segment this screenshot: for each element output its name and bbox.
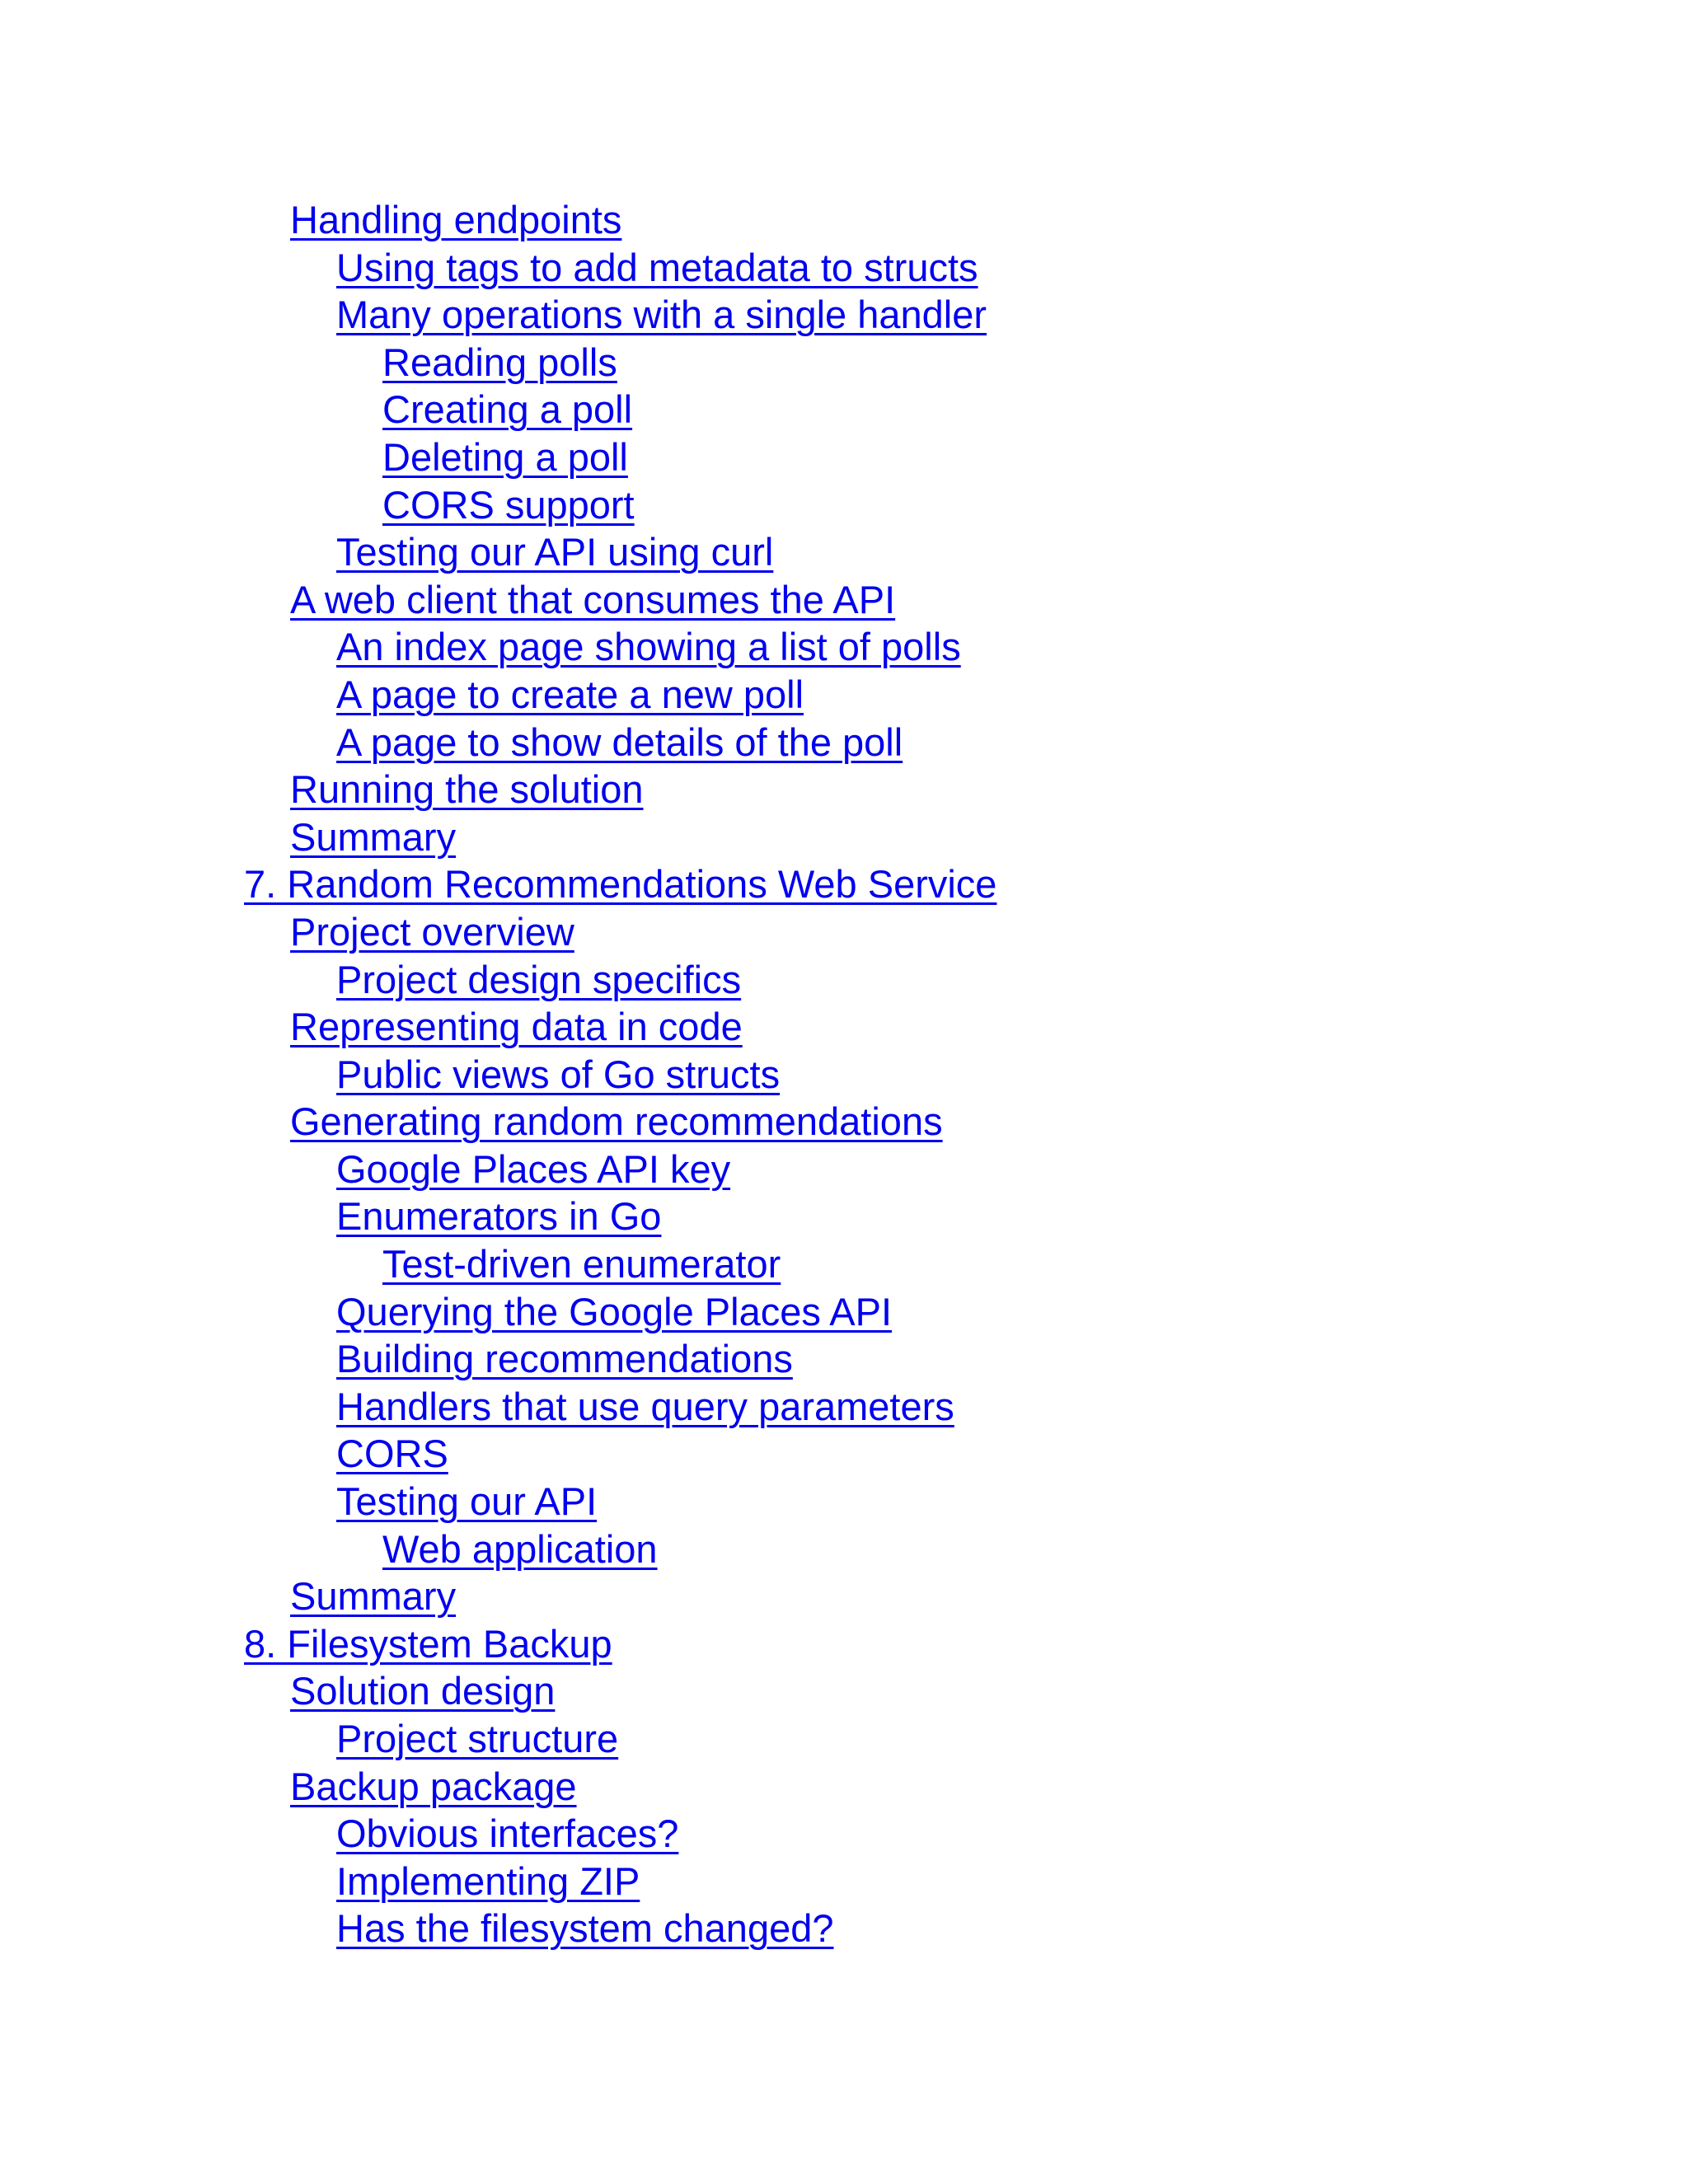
- toc-link[interactable]: Building recommendations: [336, 1337, 793, 1381]
- toc-entry: [244, 1003, 996, 1051]
- table-of-contents: [244, 196, 996, 1952]
- toc-link[interactable]: Google Places API key: [336, 1146, 731, 1191]
- toc-link[interactable]: Summary: [290, 1574, 457, 1619]
- toc-link[interactable]: Web application: [382, 1526, 658, 1571]
- toc-link[interactable]: A page to create a new poll: [336, 672, 804, 716]
- toc-entry: [244, 766, 996, 813]
- toc-link[interactable]: Public views of Go structs: [336, 1052, 781, 1096]
- toc-chapter-link[interactable]: 8. Filesystem Backup: [244, 1621, 612, 1666]
- toc-link[interactable]: Handling endpoints: [290, 198, 622, 241]
- toc-link[interactable]: Using tags to add metadata to structs: [336, 245, 978, 289]
- toc-entry: [244, 1763, 996, 1811]
- toc-link[interactable]: CORS support: [382, 482, 635, 527]
- toc-chapter-entry: [244, 1620, 996, 1668]
- toc-entry: [244, 671, 996, 719]
- toc-entry: [244, 1430, 996, 1478]
- toc-link[interactable]: Has the filesystem changed?: [336, 1906, 834, 1951]
- toc-link[interactable]: Solution design: [290, 1669, 556, 1713]
- toc-link[interactable]: Reading polls: [382, 340, 617, 384]
- toc-link[interactable]: Running the solution: [290, 767, 644, 812]
- toc-link[interactable]: CORS: [336, 1432, 448, 1476]
- toc-entry: [244, 1526, 996, 1573]
- toc-link[interactable]: Testing our API: [336, 1479, 598, 1524]
- toc-entry: [244, 528, 996, 576]
- toc-entry: [244, 1810, 996, 1858]
- toc-entry: [244, 434, 996, 481]
- toc-entry: [244, 813, 996, 861]
- toc-link[interactable]: A web client that consumes the API: [290, 577, 896, 621]
- toc-entry: [244, 1572, 996, 1620]
- toc-entry: [244, 244, 996, 292]
- toc-entry: [244, 576, 996, 624]
- toc-entry: [244, 1051, 996, 1099]
- toc-link[interactable]: Generating random recommendations: [290, 1099, 943, 1144]
- toc-entry: [244, 1240, 996, 1288]
- toc-link[interactable]: Representing data in code: [290, 1005, 743, 1049]
- toc-entry: [244, 1146, 996, 1193]
- toc-link[interactable]: Handlers that use query parameters: [336, 1384, 954, 1428]
- toc-entry: [244, 1383, 996, 1431]
- toc-link[interactable]: A page to show details of the poll: [336, 719, 903, 764]
- toc-entry: [244, 908, 996, 956]
- toc-link[interactable]: An index page showing a list of polls: [336, 625, 961, 669]
- toc-entry: [244, 1667, 996, 1715]
- toc-entry: [244, 956, 996, 1004]
- toc-link[interactable]: Summary: [290, 814, 457, 859]
- toc-link[interactable]: Test-driven enumerator: [382, 1242, 781, 1286]
- toc-link[interactable]: Backup package: [290, 1764, 577, 1808]
- toc-entry: [244, 339, 996, 387]
- toc-link[interactable]: Project design specifics: [336, 957, 742, 1001]
- toc-entry: [244, 291, 996, 339]
- toc-chapter-link[interactable]: 7. Random Recommendations Web Service: [244, 862, 997, 907]
- toc-entry: [244, 1905, 996, 1952]
- toc-link[interactable]: Testing our API using curl: [336, 530, 774, 574]
- toc-entry: [244, 196, 996, 244]
- toc-link[interactable]: Implementing ZIP: [336, 1858, 640, 1903]
- toc-link[interactable]: Many operations with a single handler: [336, 293, 987, 337]
- toc-entry: [244, 1478, 996, 1526]
- toc-entry: [244, 719, 996, 766]
- toc-entry: [244, 481, 996, 529]
- toc-link[interactable]: Project overview: [290, 909, 574, 954]
- toc-entry: [244, 386, 996, 434]
- toc-entry: [244, 1193, 996, 1240]
- toc-link[interactable]: Deleting a poll: [382, 434, 628, 479]
- toc-chapter-entry: [244, 860, 996, 908]
- toc-entry: [244, 1335, 996, 1383]
- toc-link[interactable]: Obvious interfaces?: [336, 1811, 679, 1856]
- toc-link[interactable]: Project structure: [336, 1717, 619, 1760]
- toc-link[interactable]: Creating a poll: [382, 387, 633, 432]
- toc-entry: [244, 1288, 996, 1336]
- toc-entry: [244, 1098, 996, 1146]
- toc-entry: [244, 1715, 996, 1763]
- toc-entry: [244, 1858, 996, 1905]
- toc-link[interactable]: Querying the Google Places API: [336, 1289, 893, 1333]
- toc-entry: [244, 623, 996, 671]
- toc-link[interactable]: Enumerators in Go: [336, 1194, 662, 1239]
